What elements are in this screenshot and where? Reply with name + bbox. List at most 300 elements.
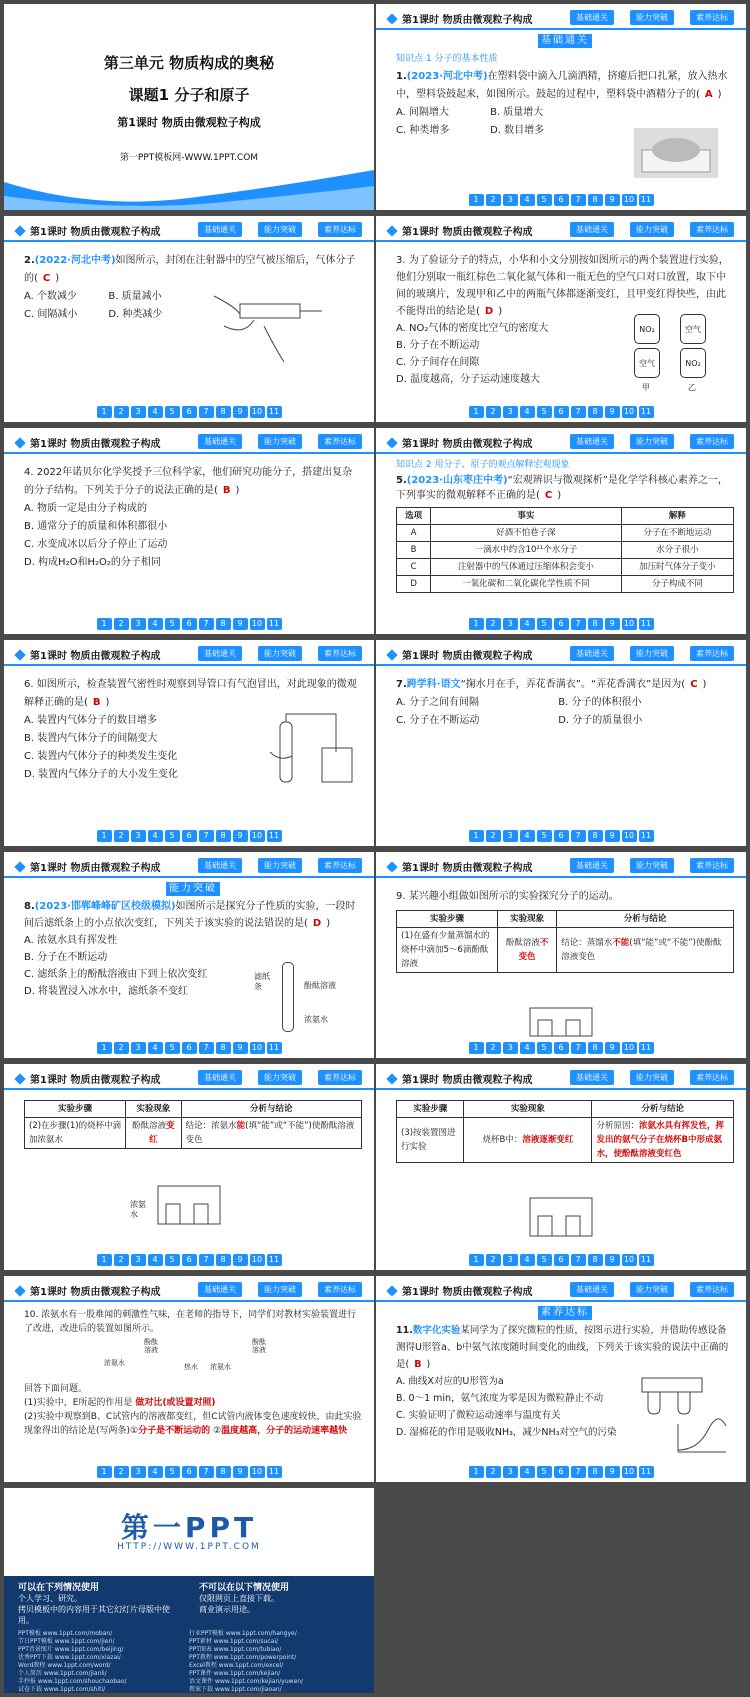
nav-page[interactable]: 1 (469, 406, 484, 418)
nav-page[interactable]: 4 (520, 1042, 535, 1054)
link[interactable]: 语文课件 www.1ppt.com/kejian/yuwen/ (189, 1678, 304, 1685)
ammonia-label: 浓氨水 (130, 1200, 146, 1219)
nav-page[interactable]: 8 (216, 618, 231, 630)
link[interactable]: Word教程 www.1ppt.com/word/ (18, 1662, 111, 1669)
airtight-figure (266, 712, 356, 792)
sub-question-2: (2)实验中观察到B、C试管内的溶液都变红，但C试管内液体变色速度较快，由此实验现象得出的结论是(写两条)①分子是不断运动的 ②温度越高，分子的运动速率越快 (24, 1412, 362, 1436)
option-b: B. 分子在不断运动 (24, 952, 108, 963)
btn-ability[interactable]: 能力突破 (630, 222, 674, 237)
nav-page[interactable]: 11 (639, 194, 654, 206)
allowed-heading: 可以在下列情况使用 (18, 1583, 100, 1593)
nav-page[interactable]: 8 (216, 406, 231, 418)
nav-page[interactable]: 10 (622, 830, 637, 842)
nav-page[interactable]: 11 (267, 1466, 282, 1478)
nav-page[interactable]: 5 (537, 194, 552, 206)
nav-page[interactable]: 3 (131, 1466, 146, 1478)
nav-page[interactable]: 2 (486, 194, 501, 206)
option-c: C. 装置内气体分子的种类发生变化 (24, 751, 178, 762)
slide-header: 第1课时 物质由微观粒子构成 基础通关 能力突破 素养达标 (4, 1064, 374, 1090)
nav-page[interactable]: 3 (131, 406, 146, 418)
slide-q7 (376, 640, 746, 846)
nav-page[interactable]: 3 (131, 830, 146, 842)
page-nav (4, 830, 374, 842)
nav-page[interactable]: 9 (233, 618, 248, 630)
option-b: B. 分子的体积很小 (558, 697, 642, 708)
nav-page[interactable]: 3 (503, 194, 518, 206)
nav-page[interactable]: 5 (537, 830, 552, 842)
nav-page[interactable]: 1 (469, 830, 484, 842)
slide-header: 第1课时 物质由微观粒子构成 基础通关 能力突破 素养达标 (376, 428, 746, 454)
nav-page[interactable]: 6 (554, 406, 569, 418)
btn-literacy[interactable]: 素养达标 (690, 1282, 734, 1297)
nav-page[interactable]: 1 (469, 1254, 484, 1266)
btn-literacy[interactable]: 素养达标 (318, 434, 362, 449)
slide-q11 (376, 1276, 746, 1482)
link[interactable]: 个人简历 www.1ppt.com/jianli/ (18, 1670, 107, 1677)
btn-literacy[interactable]: 素养达标 (690, 858, 734, 873)
slide-ad (4, 1488, 374, 1693)
sub-question-1: (1)实验中，E所起的作用是 做对比(或设置对照) (24, 1398, 216, 1408)
nav-page[interactable]: 3 (131, 1254, 146, 1266)
btn-literacy[interactable]: 素养达标 (690, 1070, 734, 1085)
option-a: A. 装置内气体分子的数目增多 (24, 715, 158, 726)
btn-basic[interactable]: 基础通关 (570, 434, 614, 449)
nav-page[interactable]: 6 (554, 618, 569, 630)
link[interactable]: 节日PPT模板 www.1ppt.com/jieri/ (18, 1638, 115, 1645)
link[interactable]: PPT课件 www.1ppt.com/kejian/ (189, 1670, 281, 1677)
nav-page[interactable]: 1 (469, 194, 484, 206)
nav-page[interactable]: 11 (639, 1042, 654, 1054)
option-c: C. 实验证明了微粒运动速率与温度有关 (396, 1410, 561, 1421)
nav-page[interactable]: 3 (131, 1042, 146, 1054)
nav-page[interactable]: 1 (97, 618, 112, 630)
nav-page[interactable]: 9 (605, 618, 620, 630)
nav-page[interactable]: 9 (605, 1042, 620, 1054)
brand-logo: 第一PPT (120, 1511, 258, 1544)
option-c: C. 种类增多 (396, 125, 450, 136)
btn-basic[interactable]: 基础通关 (198, 646, 242, 661)
nav-page[interactable]: 3 (503, 618, 518, 630)
page-nav (376, 1042, 746, 1054)
experiment-table: 实验步骤 实验现象 分析与结论 (3)按装置图进行实验 烧杯B中：溶液逐渐变红 分析原因：浓氨水具有挥发性，挥发出的氨气分子在烧杯B中形成氨水，使酚酞溶液变红色 (396, 1100, 734, 1163)
nav-page[interactable]: 7 (571, 618, 586, 630)
nav-page[interactable]: 1 (97, 1042, 112, 1054)
page-nav (376, 830, 746, 842)
option-d: D. 将装置浸入冰水中，滤纸条不变红 (24, 986, 189, 997)
slide-q5 (376, 428, 746, 634)
btn-basic[interactable]: 基础通关 (570, 10, 614, 25)
nav-page[interactable]: 4 (520, 830, 535, 842)
link[interactable]: PPT模板 www.1ppt.com/moban/ (18, 1630, 113, 1637)
btn-basic[interactable]: 基础通关 (198, 1070, 242, 1085)
btn-ability[interactable]: 能力突破 (258, 858, 302, 873)
nav-page[interactable]: 2 (114, 830, 129, 842)
nav-page[interactable]: 4 (148, 830, 163, 842)
nav-page[interactable]: 2 (486, 830, 501, 842)
nav-page[interactable]: 8 (588, 1042, 603, 1054)
btn-ability[interactable]: 能力突破 (630, 10, 674, 25)
nav-page[interactable]: 9 (233, 406, 248, 418)
nav-page[interactable]: 4 (520, 194, 535, 206)
page-nav (376, 618, 746, 630)
nav-page[interactable]: 4 (520, 618, 535, 630)
nav-page[interactable]: 6 (554, 1254, 569, 1266)
nav-page[interactable]: 8 (588, 1466, 603, 1478)
question-text: 9. 某兴趣小组做如图所示的实验探究分子的运动。 (396, 891, 619, 902)
slide-header: 第1课时 物质由微观粒子构成 基础通关 能力突破 素养达标 (376, 4, 746, 30)
btn-ability[interactable]: 能力突破 (258, 1282, 302, 1297)
nav-page[interactable]: 11 (639, 618, 654, 630)
page-nav (4, 1466, 374, 1478)
option-c: C. 水变成冰以后分子停止了运动 (24, 539, 168, 550)
section-label: 素养达标 (538, 1306, 592, 1320)
nav-page[interactable]: 5 (537, 1466, 552, 1478)
btn-ability[interactable]: 能力突破 (258, 1070, 302, 1085)
nav-page[interactable]: 7 (571, 1042, 586, 1054)
forbidden-item: 仅限网页上直接下载。 (199, 1594, 279, 1603)
page-nav (4, 618, 374, 630)
nav-page[interactable]: 3 (131, 618, 146, 630)
slide-header: 第1课时 物质由微观粒子构成 基础通关 能力突破 素养达标 (4, 852, 374, 878)
slide-header: 第1课时 物质由微观粒子构成 基础通关 能力突破 素养达标 (4, 1276, 374, 1302)
btn-basic[interactable]: 基础通关 (570, 222, 614, 237)
nav-page[interactable]: 3 (503, 1042, 518, 1054)
slide-q6 (4, 640, 374, 846)
slide-header: 第1课时 物质由微观粒子构成 基础通关 能力突破 素养达标 (4, 428, 374, 454)
nav-page[interactable]: 6 (554, 1042, 569, 1054)
apparatus-figure: 浓氨水 酚酞溶液 热水 浓氨水 酚酞溶液 (104, 1338, 266, 1371)
nav-page[interactable]: 5 (537, 618, 552, 630)
btn-literacy[interactable]: 素养达标 (318, 222, 362, 237)
nav-page[interactable]: 11 (639, 406, 654, 418)
nav-page[interactable]: 9 (233, 830, 248, 842)
link[interactable]: 手抄报 www.1ppt.com/shouchaobao/ (18, 1678, 127, 1685)
topic-title: 课题1 分子和原子 (128, 86, 250, 104)
nav-page[interactable]: 4 (148, 406, 163, 418)
slide-q4 (4, 428, 374, 634)
nav-page[interactable]: 5 (165, 1466, 180, 1478)
btn-basic[interactable]: 基础通关 (198, 858, 242, 873)
option-c: C. 滤纸条上的酚酞溶液由下到上依次变红 (24, 969, 208, 980)
experiment-table: 实验步骤 实验现象 分析与结论 (1)在盛有少量蒸馏水的烧杯中滴加5～6滴酚酞溶液 酚酞溶液不变色 结论：蒸馏水不能(填“能”或“不能”)使酚酞溶液变色 (396, 910, 734, 973)
nav-page[interactable]: 10 (250, 406, 265, 418)
btn-literacy[interactable]: 素养达标 (690, 646, 734, 661)
option-a: A. 分子之间有间隔 (396, 697, 480, 708)
nav-page[interactable]: 2 (486, 1254, 501, 1266)
nav-page[interactable]: 6 (182, 1042, 197, 1054)
slide-cover (4, 4, 374, 210)
option-a: A. NO₂气体的密度比空气的密度大 (396, 323, 549, 334)
nav-page[interactable]: 9 (605, 1466, 620, 1478)
nav-page[interactable]: 9 (605, 406, 620, 418)
nav-page[interactable]: 9 (233, 1466, 248, 1478)
question-text: 3. 为了验证分子的特点，小华和小文分别按如图所示的两个装置进行实验，他们分别取一瓶红棕色二氧化氮气体和一瓶无色的空气口对口放置，取下中间的玻璃片，发现甲和乙中的两瓶气体都逐渐变红，且甲变红得快些，由此不能得出的结论是( D ) (396, 255, 729, 317)
slide-header: 第1课时 物质由微观粒子构成 基础通关 能力突破 素养达标 (4, 216, 374, 242)
option-d: D. 数目增多 (490, 125, 545, 136)
nav-page[interactable]: 3 (503, 1466, 518, 1478)
link-grid (18, 1630, 360, 1693)
link[interactable]: 试卷下载 www.1ppt.com/shiti/ (18, 1686, 106, 1693)
nav-page[interactable]: 2 (486, 1042, 501, 1054)
beaker-figure (526, 1002, 596, 1038)
fact-table: 选项 事实 解释 A 好酒不怕巷子深 分子在不断地运动 B 一滴水中约含10²¹个水分子 水分子很小 C 注射器中的气体通过压缩体积会变小 加压时气体分子变小 D 一氧化碳和二氧化碳化学性质不同 分子构成不同 (396, 507, 734, 593)
btn-ability[interactable]: 能力突破 (630, 1282, 674, 1297)
nav-page[interactable]: 8 (216, 1466, 231, 1478)
slide-q9 (376, 852, 746, 1058)
btn-ability[interactable]: 能力突破 (630, 1070, 674, 1085)
option-d: D. 种类减少 (108, 309, 163, 320)
nav-page[interactable]: 11 (267, 830, 282, 842)
site-text: 第一PPT模板网-WWW.1PPT.COM (119, 153, 259, 163)
btn-basic[interactable]: 基础通关 (198, 434, 242, 449)
option-c: C. 分子在不断运动 (396, 715, 480, 726)
option-d: D. 温度越高，分子运动速度越大 (396, 374, 541, 385)
btn-literacy[interactable]: 素养达标 (318, 1070, 362, 1085)
slide-header: 第1课时 物质由微观粒子构成 基础通关 能力突破 素养达标 (4, 640, 374, 666)
section-label: 基础通关 (538, 34, 592, 48)
nav-page[interactable]: 9 (605, 1254, 620, 1266)
nav-page[interactable]: 6 (554, 1466, 569, 1478)
option-d: D. 装置内气体分子的大小发生变化 (24, 769, 179, 780)
nav-page[interactable]: 7 (199, 1042, 214, 1054)
nav-page[interactable]: 2 (114, 1466, 129, 1478)
nav-page[interactable]: 5 (537, 1254, 552, 1266)
question-text: 7.跨学科·语文“掬水月在手，弄花香满衣”。“弄花香满衣”是因为( C ) (396, 679, 707, 690)
nav-page[interactable]: 3 (503, 406, 518, 418)
nav-page[interactable]: 3 (503, 830, 518, 842)
nav-page[interactable]: 7 (199, 618, 214, 630)
option-b: B. 质量增大 (490, 107, 544, 118)
btn-literacy[interactable]: 素养达标 (690, 222, 734, 237)
nav-page[interactable]: 11 (639, 830, 654, 842)
nav-page[interactable]: 2 (114, 406, 129, 418)
sensor-figure (638, 1374, 728, 1454)
nav-page[interactable]: 11 (639, 1254, 654, 1266)
link[interactable]: 行业PPT模板 www.1ppt.com/hangye/ (189, 1630, 297, 1637)
btn-ability[interactable]: 能力突破 (258, 434, 302, 449)
nav-page[interactable]: 6 (182, 1254, 197, 1266)
btn-basic[interactable]: 基础通关 (570, 1282, 614, 1297)
btn-basic[interactable]: 基础通关 (570, 858, 614, 873)
page-nav (376, 1254, 746, 1266)
slide-header: 第1课时 物质由微观粒子构成 基础通关 能力突破 素养达标 (376, 1064, 746, 1090)
nav-page[interactable]: 5 (165, 406, 180, 418)
link[interactable]: PPT素材 www.1ppt.com/sucai/ (189, 1638, 279, 1645)
question-text: 5.(2023·山东枣庄中考)“宏观辨识与微观探析”是化学学科核心素养之一，下列事实的微观解释不正确的是( C ) (396, 475, 728, 501)
nav-page[interactable]: 1 (97, 406, 112, 418)
nav-page[interactable]: 4 (148, 618, 163, 630)
nav-page[interactable]: 7 (199, 406, 214, 418)
nav-page[interactable]: 8 (588, 194, 603, 206)
slide-q3 (376, 216, 746, 422)
nav-page[interactable]: 5 (537, 1042, 552, 1054)
nav-page[interactable]: 1 (97, 830, 112, 842)
nav-page[interactable]: 9 (233, 1254, 248, 1266)
forbidden-heading: 不可以在以下情况使用 (199, 1583, 290, 1593)
nav-page[interactable]: 2 (114, 1042, 129, 1054)
link[interactable]: 优秀PPT下载 www.1ppt.com/xiazai/ (18, 1654, 121, 1661)
nav-page[interactable]: 7 (571, 830, 586, 842)
question-text: 6. 如图所示，检查装置气密性时观察到导管口有气泡冒出，对此现象的微观解释正确的是( B ) (24, 679, 357, 708)
nav-page[interactable]: 6 (182, 406, 197, 418)
btn-literacy[interactable]: 素养达标 (690, 10, 734, 25)
question-text: 1.(2023·河北中考)在塑料袋中滴入几滴酒精，挤瘪后把口扎紧，放入热水中，塑料袋鼓起来，如图所示。鼓起的过程中，塑料袋中酒精分子的( A ) (396, 71, 728, 100)
nav-page[interactable]: 10 (250, 1254, 265, 1266)
option-a: A. 物质一定是由分子构成的 (24, 503, 148, 514)
nav-page[interactable]: 6 (182, 1466, 197, 1478)
syringe-figure (204, 286, 334, 366)
nav-page[interactable]: 11 (639, 1466, 654, 1478)
nav-page[interactable]: 4 (520, 1466, 535, 1478)
usage-panel (4, 1576, 374, 1693)
nav-page[interactable]: 10 (250, 1466, 265, 1478)
nav-page[interactable]: 6 (554, 830, 569, 842)
option-a: A. 曲线X对应的U形管为a (396, 1376, 504, 1387)
section-label: 能力突破 (166, 882, 220, 896)
nav-page[interactable]: 5 (537, 406, 552, 418)
nav-page[interactable]: 1 (469, 618, 484, 630)
nav-page[interactable]: 8 (216, 1254, 231, 1266)
page-nav (4, 1254, 374, 1266)
knowledge-point: 知识点 2 用分子、原子的观点解释宏观现象 (396, 460, 570, 470)
link[interactable]: PPT图表 www.1ppt.com/tubiao/ (189, 1646, 282, 1653)
nav-page[interactable]: 3 (503, 1254, 518, 1266)
nav-page[interactable]: 8 (588, 406, 603, 418)
page-nav (376, 1466, 746, 1478)
link[interactable]: 教案下载 www.1ppt.com/jiaoan/ (189, 1686, 282, 1693)
nav-page[interactable]: 1 (97, 1254, 112, 1266)
slide-q2 (4, 216, 374, 422)
nav-page[interactable]: 4 (148, 1254, 163, 1266)
nav-page[interactable]: 5 (165, 1042, 180, 1054)
btn-ability[interactable]: 能力突破 (258, 222, 302, 237)
nav-page[interactable]: 6 (182, 618, 197, 630)
sub-heading: 回答下面问题。 (24, 1384, 88, 1394)
nav-page[interactable]: 10 (250, 830, 265, 842)
bottle-figure: NO₂ 空气 空气 NO₂ 甲 乙 (634, 314, 724, 400)
nav-page[interactable]: 2 (486, 1466, 501, 1478)
nav-page[interactable]: 7 (571, 406, 586, 418)
nav-page[interactable]: 10 (622, 618, 637, 630)
experiment-table: 实验步骤 实验现象 分析与结论 (2)在步骤(1)的烧杯中滴加浓氨水 酚酞溶液变红 结论：浓氨水能(填“能”或“不能”)使酚酞溶液变色 (24, 1100, 362, 1149)
nav-page[interactable]: 8 (588, 618, 603, 630)
btn-ability[interactable]: 能力突破 (258, 646, 302, 661)
btn-basic[interactable]: 基础通关 (198, 1282, 242, 1297)
page-nav (376, 194, 746, 206)
nav-page[interactable]: 4 (520, 406, 535, 418)
option-a: A. 浓氨水具有挥发性 (24, 935, 118, 946)
option-b: B. 装置内气体分子的间隔变大 (24, 733, 158, 744)
nav-page[interactable]: 5 (165, 1254, 180, 1266)
btn-ability[interactable]: 能力突破 (630, 434, 674, 449)
nav-page[interactable]: 9 (233, 1042, 248, 1054)
page-nav (4, 406, 374, 418)
nav-page[interactable]: 5 (165, 618, 180, 630)
nav-page[interactable]: 10 (622, 1466, 637, 1478)
btn-literacy[interactable]: 素养达标 (318, 1282, 362, 1297)
nav-page[interactable]: 8 (216, 830, 231, 842)
nav-page[interactable]: 10 (622, 1254, 637, 1266)
knowledge-point: 知识点 1 分子的基本性质 (396, 54, 498, 64)
slide-q9-step2 (4, 1064, 374, 1270)
link[interactable]: PPT教程 www.1ppt.com/powerpoint/ (189, 1654, 297, 1661)
link[interactable]: PPT背景图片 www.1ppt.com/beijing/ (18, 1646, 124, 1653)
btn-basic[interactable]: 基础通关 (198, 222, 242, 237)
nav-page[interactable]: 2 (114, 1254, 129, 1266)
nav-page[interactable]: 1 (469, 1042, 484, 1054)
brand-url: HTTP://WWW.1PPT.COM (117, 1542, 261, 1552)
nav-page[interactable]: 11 (267, 406, 282, 418)
nav-page[interactable]: 1 (97, 1466, 112, 1478)
nav-page[interactable]: 4 (148, 1466, 163, 1478)
option-a: A. 个数减少 (24, 291, 78, 302)
nav-page[interactable]: 7 (199, 830, 214, 842)
nav-page[interactable]: 8 (588, 830, 603, 842)
btn-ability[interactable]: 能力突破 (630, 646, 674, 661)
allowed-item: 个人学习、研究。 (18, 1594, 82, 1603)
filter-figure: 滤纸条 酚酞溶液 浓氨水 (264, 962, 364, 1032)
nav-page[interactable]: 7 (199, 1466, 214, 1478)
option-b: B. 质量减小 (108, 291, 162, 302)
nav-page[interactable]: 11 (267, 618, 282, 630)
slide-header: 第1课时 物质由微观粒子构成 基础通关 能力突破 素养达标 (376, 640, 746, 666)
nav-page[interactable]: 10 (622, 1042, 637, 1054)
beaker-figure (526, 1194, 596, 1238)
nav-page[interactable]: 10 (622, 406, 637, 418)
nav-page[interactable]: 8 (588, 1254, 603, 1266)
nav-page[interactable]: 4 (520, 1254, 535, 1266)
slide-q1 (376, 4, 746, 210)
btn-literacy[interactable]: 素养达标 (690, 434, 734, 449)
nav-page[interactable]: 10 (250, 1042, 265, 1054)
link[interactable]: Excel教程 www.1ppt.com/excel/ (189, 1662, 284, 1669)
btn-basic[interactable]: 基础通关 (570, 646, 614, 661)
forbidden-item: 商业演示用途。 (199, 1605, 255, 1614)
btn-literacy[interactable]: 素养达标 (318, 858, 362, 873)
bag-photo (634, 128, 718, 178)
btn-literacy[interactable]: 素养达标 (318, 646, 362, 661)
nav-page[interactable]: 7 (571, 1466, 586, 1478)
nav-page[interactable]: 11 (267, 1254, 282, 1266)
nav-page[interactable]: 11 (267, 1042, 282, 1054)
nav-page[interactable]: 10 (250, 618, 265, 630)
nav-page[interactable]: 7 (571, 194, 586, 206)
nav-page[interactable]: 9 (605, 830, 620, 842)
btn-basic[interactable]: 基础通关 (570, 1070, 614, 1085)
nav-page[interactable]: 8 (216, 1042, 231, 1054)
nav-page[interactable]: 9 (605, 194, 620, 206)
nav-page[interactable]: 7 (571, 1254, 586, 1266)
slide-header: 第1课时 物质由微观粒子构成 基础通关 能力突破 素养达标 (376, 216, 746, 242)
nav-page[interactable]: 6 (182, 830, 197, 842)
nav-page[interactable]: 6 (554, 194, 569, 206)
slide-header: 第1课时 物质由微观粒子构成 基础通关 能力突破 素养达标 (376, 852, 746, 878)
option-a: A. 间隔增大 (396, 107, 450, 118)
nav-page[interactable]: 4 (148, 1042, 163, 1054)
nav-page[interactable]: 2 (486, 618, 501, 630)
question-text: 11.数字化实验某同学为了探究微粒的性质，按图示进行实验，并借助传感设备测得U形管a、b中氨气浓度随时间变化的曲线，下列关于该实验的说法中正确的是( B ) (396, 1325, 729, 1370)
beaker-figure (154, 1182, 224, 1226)
nav-page[interactable]: 2 (486, 406, 501, 418)
option-c: C. 间隔减小 (24, 309, 78, 320)
option-d: D. 分子的质量很小 (558, 715, 643, 726)
nav-page[interactable]: 7 (199, 1254, 214, 1266)
nav-page[interactable]: 1 (469, 1466, 484, 1478)
nav-page[interactable]: 10 (622, 194, 637, 206)
nav-page[interactable]: 5 (165, 830, 180, 842)
btn-ability[interactable]: 能力突破 (630, 858, 674, 873)
nav-page[interactable]: 2 (114, 618, 129, 630)
